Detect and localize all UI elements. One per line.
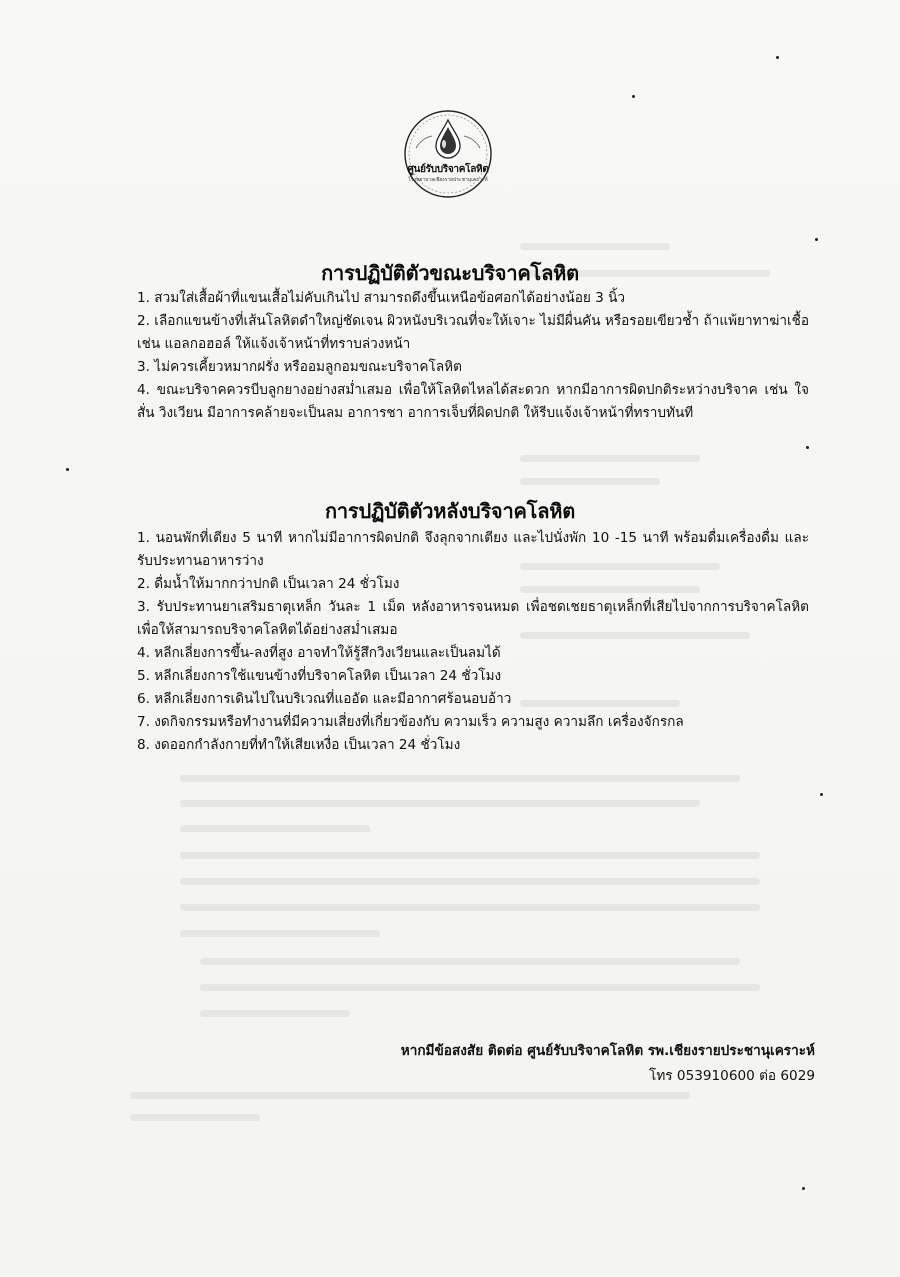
list-item: 1. สวมใส่เสื้อผ้าที่แขนเสื้อไม่คับเกินไป สามารถดึงขึ้นเหนือข้อศอกได้อย่างน้อย 3 นิ้ว — [137, 290, 626, 306]
scan-speck — [820, 793, 823, 796]
after-donation-list — [137, 527, 809, 757]
bleed-through-mark — [180, 775, 740, 782]
bleed-through-mark — [130, 1092, 690, 1099]
scan-speck — [66, 468, 69, 471]
logo-subtitle: โรงพยาบาลเชียงรายประชานุเคราะห์ — [408, 177, 488, 183]
list-item: 3. รับประทานยาเสริมธาตุเหล็ก วันละ 1 เม็ด หลังอาหารจนหมด เพื่อชดเชยธาตุเหล็กที่เสียไปจากการบริจาคโลหิต เพื่อให้สามารถบริจาคโลหิตได้อย่างสม่ำเสมอ — [137, 599, 809, 638]
bleed-through-mark — [180, 904, 760, 911]
bleed-through-mark — [520, 455, 700, 462]
list-item: 4. หลีกเลี่ยงการขึ้น-ลงที่สูง อาจทำให้รู้สึกวิงเวียนและเป็นลมได้ — [137, 645, 501, 661]
bleed-through-mark — [180, 878, 760, 885]
logo-name: ศูนย์รับบริจาคโลหิต — [407, 164, 489, 175]
list-item: 7. งดกิจกรรมหรือทำงานที่มีความเสี่ยงที่เกี่ยวข้องกับ ความเร็ว ความสูง ความลึก เครื่องจักรกล — [137, 714, 684, 730]
list-item: 1. นอนพักที่เตียง 5 นาที หากไม่มีอาการผิดปกติ จึงลุกจากเตียง และไปนั่งพัก 10 -15 นาที พร้อมดื่มเครื่องดื่ม และรับประทานอาหารว่าง — [137, 530, 809, 569]
bleed-through-mark — [200, 1010, 350, 1017]
scan-speck — [776, 56, 779, 59]
list-item: 3. ไม่ควรเคี้ยวหมากฝรั่ง หรืออมลูกอมขณะบริจาคโลหิต — [137, 359, 462, 375]
after-donation-heading: การปฏิบัติตัวหลังบริจาคโลหิต — [324, 499, 576, 523]
bleed-through-mark — [520, 243, 670, 250]
bleed-through-mark — [200, 958, 740, 965]
contact-phone: โทร 053910600 ต่อ 6029 — [649, 1068, 815, 1084]
bleed-through-mark — [180, 930, 380, 937]
during-donation-list — [137, 287, 809, 425]
bleed-through-mark — [180, 852, 760, 859]
contact-info: หากมีข้อสงสัย ติดต่อ ศูนย์รับบริจาคโลหิต รพ.เชียงรายประชานุเคราะห์ — [400, 1043, 815, 1059]
list-item: 2. เลือกแขนข้างที่เส้นโลหิตดำใหญ่ชัดเจน ผิวหนังบริเวณที่จะให้เจาะ ไม่มีผื่นคัน หรือรอยเขียวช้ำ ถ้าแพ้ยาทาฆ่าเชื้อ เช่น แอลกอฮอล์ ให้แจ้งเจ้าหน้าที่ทราบล่วงหน้า — [137, 313, 809, 352]
list-item: 8. งดออกกำลังกายที่ทำให้เสียเหงื่อ เป็นเวลา 24 ชั่วโมง — [137, 737, 461, 753]
list-item: 5. หลีกเลี่ยงการใช้แขนข้างที่บริจาคโลหิต เป็นเวลา 24 ชั่วโมง — [137, 668, 502, 684]
bleed-through-mark — [180, 800, 700, 807]
list-item: 4. ขณะบริจาคควรบีบลูกยางอย่างสม่ำเสมอ เพื่อให้โลหิตไหลได้สะดวก หากมีอาการผิดปกติระหว่างบริจาค เช่น ใจสั่น วิงเวียน มีอาการคล้ายจะเป็นลม อาการชา อาการเจ็บที่ผิดปกติ ให้รีบแจ้งเจ้าหน้าที่ทราบทันที — [137, 382, 809, 421]
blood-center-logo — [402, 108, 494, 200]
scan-speck — [802, 1187, 805, 1190]
list-item: 6. หลีกเลี่ยงการเดินไปในบริเวณที่แออัด และมีอากาศร้อนอบอ้าว — [137, 691, 512, 707]
scan-speck — [806, 446, 809, 449]
list-item: 2. ดื่มน้ำให้มากกว่าปกติ เป็นเวลา 24 ชั่วโมง — [137, 576, 400, 592]
bleed-through-mark — [520, 478, 660, 485]
during-donation-heading: การปฏิบัติตัวขณะบริจาคโลหิต — [321, 261, 579, 285]
bleed-through-mark — [130, 1114, 260, 1121]
scan-speck — [632, 95, 635, 98]
bleed-through-mark — [180, 825, 370, 832]
scan-speck — [815, 238, 818, 241]
blood-drop-icon — [402, 108, 494, 200]
bleed-through-mark — [200, 984, 760, 991]
